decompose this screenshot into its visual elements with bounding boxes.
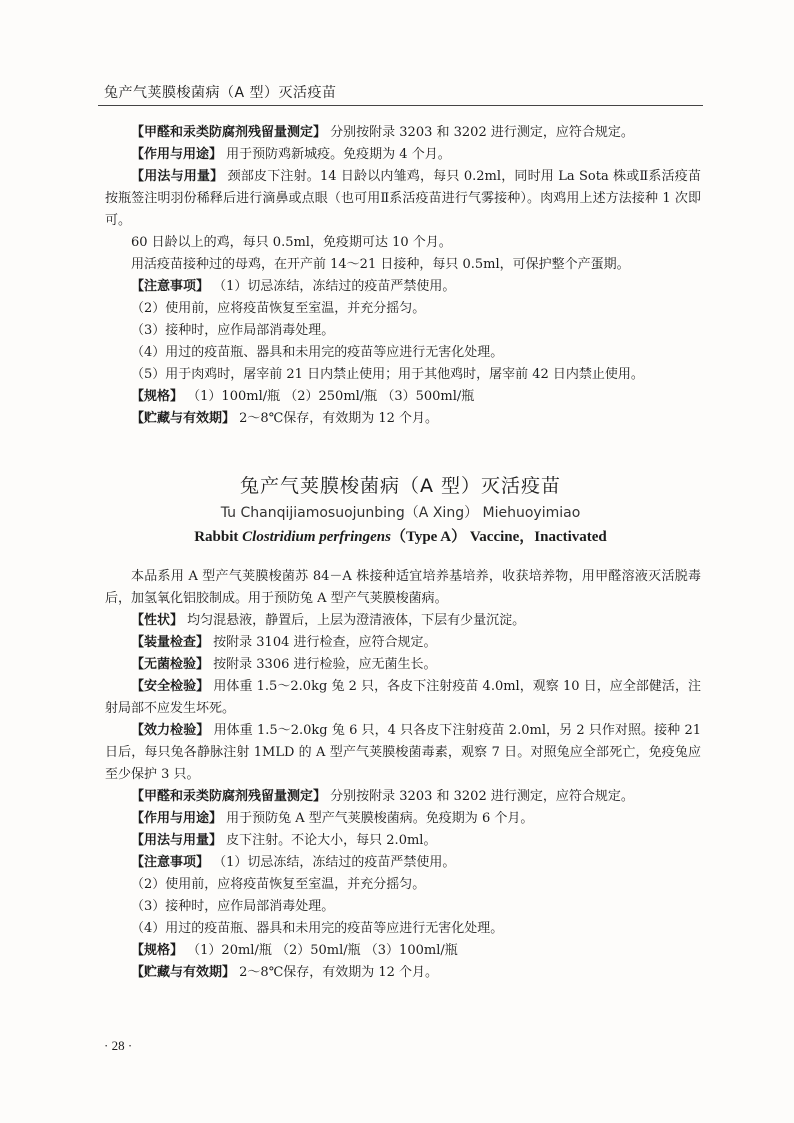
fill-check-paragraph — [131, 632, 701, 654]
article-cautions-paragraph — [131, 852, 701, 874]
usage-paragraph-3: 用活疫苗接种过的母鸡，在开产前 14～21 日接种，每只 0.5ml，可保护整个产蛋期。 — [131, 257, 630, 272]
storage-paragraph — [131, 408, 701, 430]
storage-label: 【贮藏与有效期】 — [131, 411, 236, 426]
use-text: 用于预防鸡新城疫。免疫期为 4 个月。 — [226, 147, 451, 162]
caution-item-5: （5）用于肉鸡时，屠宰前 21 日内禁止使用；用于其他鸡时，屠宰前 42 日内禁止使用。 — [131, 367, 644, 382]
caution-item-4: （4）用过的疫苗瓶、器具和未用完的疫苗等应进行无害化处理。 — [131, 345, 504, 360]
residue-test-label: 【甲醛和汞类防腐剂残留量测定】 — [131, 125, 327, 140]
article-caution-item-3: （3）接种时，应作局部消毒处理。 — [131, 899, 335, 914]
residue-test-text: 分别按附录 3203 和 3202 进行测定，应符合规定。 — [330, 125, 634, 140]
page-number: · 28 · — [104, 1038, 133, 1053]
article-residue-text: 分别按附录 3203 和 3202 进行测定，应符合规定。 — [330, 789, 634, 804]
article-residue-label: 【甲醛和汞类防腐剂残留量测定】 — [131, 789, 327, 804]
title-english-suffix: （Type A） Vaccine，Inactivated — [390, 529, 607, 545]
usage-text: 颈部皮下注射。14 日龄以内雏鸡，每只 0.2ml，同时用 La Sota 株或Ⅱ系活疫苗按瓶签注明羽份稀释后进行滴鼻或点眼（也可用Ⅱ系活疫苗进行气雾接种）。肉鸡用上述方法接种 1 次即可。 — [105, 169, 701, 228]
caution-item-3: （3）接种时，应作局部消毒处理。 — [131, 323, 335, 338]
safety-text: 用体重 1.5～2.0kg 兔 2 只，各皮下注射疫苗 4.0ml，观察 10 日，应全部健活，注射局部不应发生坏死。 — [105, 679, 701, 716]
sterility-paragraph — [131, 654, 701, 676]
article-residue-paragraph — [131, 786, 701, 808]
title-english-italic: Clostridium perfringens — [242, 529, 391, 545]
article-storage-label: 【贮藏与有效期】 — [131, 965, 236, 980]
article-body — [105, 566, 701, 984]
article-caution-item-1: （1）切忌冻结，冻结过的疫苗严禁使用。 — [213, 855, 456, 870]
usage-paragraph-2: 60 日龄以上的鸡，每只 0.5ml，免疫期可达 10 个月。 — [131, 235, 452, 250]
potency-label: 【效力检验】 — [131, 723, 210, 738]
intro-paragraph: 本品系用 A 型产气荚膜梭菌苏 84－A 株接种适宜培养基培养，收获培养物，用甲醛溶液灭活脱毒后，加氢氧化铝胶制成。用于预防兔 A 型产气荚膜梭菌病。 — [105, 569, 701, 606]
safety-label: 【安全检验】 — [131, 679, 210, 694]
use-label: 【作用与用途】 — [131, 147, 223, 162]
use-paragraph — [131, 144, 701, 166]
article-storage-text: 2～8℃保存，有效期为 12 个月。 — [239, 965, 439, 980]
spec-label: 【规格】 — [131, 389, 184, 404]
fill-check-label: 【装量检查】 — [131, 635, 210, 650]
article-title-english — [98, 525, 703, 546]
article-title-pinyin: Tu Chanqijiamosuojunbing（A Xing） Miehuoyimiao — [220, 505, 581, 521]
article-spec-text: （1）20ml/瓶 （2）50ml/瓶 （3）100ml/瓶 — [187, 943, 458, 958]
previous-article-tail — [105, 122, 701, 430]
safety-paragraph — [105, 676, 701, 720]
usage-paragraph — [105, 166, 701, 232]
character-text: 均匀混悬液，静置后，上层为澄清液体，下层有少量沉淀。 — [187, 613, 526, 628]
residue-test-paragraph — [131, 122, 701, 144]
sterility-text: 按附录 3306 进行检验，应无菌生长。 — [213, 657, 437, 672]
storage-text: 2～8℃保存，有效期为 12 个月。 — [239, 411, 439, 426]
article-spec-paragraph — [131, 940, 701, 962]
article-spec-label: 【规格】 — [131, 943, 184, 958]
article-title-chinese: 兔产气荚膜梭菌病（A 型）灭活疫苗 — [239, 475, 562, 497]
sterility-label: 【无菌检验】 — [131, 657, 210, 672]
running-header-title: 兔产气荚膜梭菌病（A 型）灭活疫苗 — [104, 85, 337, 101]
potency-text: 用体重 1.5～2.0kg 兔 6 只，4 只各皮下注射疫苗 2.0ml，另 2 只作对照。接种 21 日后，每只兔各静脉注射 1MLD 的 A 型产气荚膜梭菌毒素，观察 7 日。对照兔应全部死亡，免疫兔应至少保护 3 只。 — [105, 723, 701, 782]
article-use-text: 用于预防兔 A 型产气荚膜梭菌病。免疫期为 6 个月。 — [226, 811, 534, 826]
header-rule — [98, 105, 703, 106]
article-caution-item-2: （2）使用前，应将疫苗恢复至室温，并充分摇匀。 — [131, 877, 426, 892]
caution-item-1: （1）切忌冻结，冻结过的疫苗严禁使用。 — [213, 279, 456, 294]
article-usage-text: 皮下注射。不论大小，每只 2.0ml。 — [226, 833, 437, 848]
article-cautions-label: 【注意事项】 — [131, 855, 210, 870]
article-use-paragraph — [131, 808, 701, 830]
title-english-prefix: Rabbit — [194, 529, 243, 545]
cautions-label: 【注意事项】 — [131, 279, 210, 294]
caution-item-2: （2）使用前，应将疫苗恢复至室温，并充分摇匀。 — [131, 301, 426, 316]
cautions-paragraph — [131, 276, 701, 298]
article-usage-label: 【用法与用量】 — [131, 833, 223, 848]
article-caution-item-4: （4）用过的疫苗瓶、器具和未用完的疫苗等应进行无害化处理。 — [131, 921, 504, 936]
fill-check-text: 按附录 3104 进行检查，应符合规定。 — [213, 635, 437, 650]
article-usage-paragraph — [131, 830, 701, 852]
spec-text: （1）100ml/瓶 （2）250ml/瓶 （3）500ml/瓶 — [187, 389, 475, 404]
article-use-label: 【作用与用途】 — [131, 811, 223, 826]
potency-paragraph — [105, 720, 701, 786]
article-storage-paragraph — [131, 962, 701, 984]
spec-paragraph — [131, 386, 701, 408]
character-label: 【性状】 — [131, 613, 184, 628]
character-paragraph — [131, 610, 701, 632]
usage-label: 【用法与用量】 — [131, 169, 224, 184]
